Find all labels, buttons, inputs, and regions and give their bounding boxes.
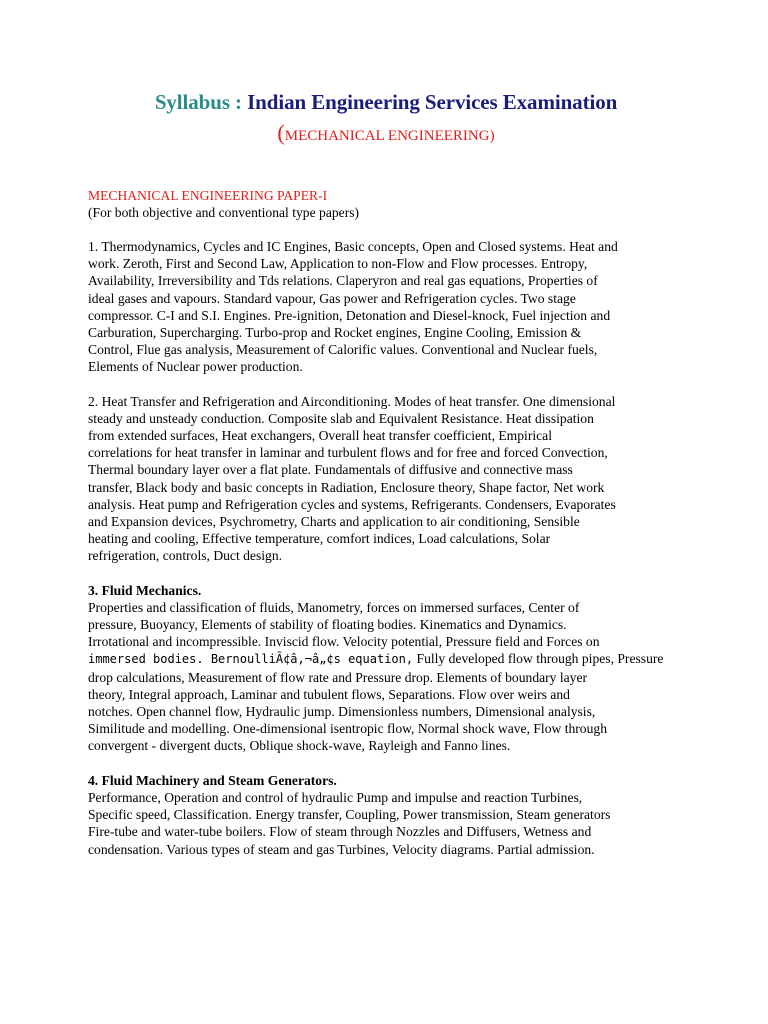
paper-note: (For both objective and conventional type papers) (88, 205, 360, 220)
document-page (0, 88, 768, 1024)
section-heading-fluid-machinery: 4. Fluid Machinery and Steam Generators. (88, 772, 337, 788)
subtitle-close-paren: ) (489, 128, 495, 144)
paper-heading: MECHANICAL ENGINEERING PAPER-I (88, 188, 328, 203)
subtitle-open-paren: ( (277, 120, 285, 145)
fluid-mechanics-garbled-text: immersed bodies. BernoulliÃ¢â‚¬â„¢s equation, (88, 652, 414, 667)
title-main: Indian Engineering Services Examination (247, 90, 618, 114)
document-subtitle (88, 118, 684, 151)
section-body-fluid-mechanics (88, 599, 684, 755)
document-title (88, 88, 684, 116)
title-prefix: Syllabus : (154, 90, 248, 114)
section-body-fluid-machinery: Performance, Operation and control of hydraulic Pump and impulse and reaction Turbines, Specific speed, Classification. Energy transfer, Coupling, Power transmission, Steam generators Fire-tube and water-tube boilers. Flow of steam through Nozzles and Diffusers, Wetness and condensation. Various types of steam and gas Turbines, Velocity diagrams. Partial admission. (88, 789, 611, 857)
fluid-mechanics-text-part1: Properties and classification of fluids, Manometry, forces on immersed surfaces, Center of pressure, Buoyancy, Elements of stability of floating bodies. Kinematics and Dynamics. Irrotational and incompressible. Inviscid flow. Velocity potential, Pressure field and Forces on (88, 599, 600, 650)
subtitle-text: MECHANICAL ENGINEERING (284, 128, 490, 144)
topic-thermodynamics: 1. Thermodynamics, Cycles and IC Engines, Basic concepts, Open and Closed systems. Heat and work. Zeroth, First and Second Law, Application to non-Flow and Flow processes. Entropy, Availability, Irreversibility and Tds relations. Claperyron and real gas equations, Properties of ideal gases and vapours. Standard vapour, Gas power and Refrigeration cycles. Two stage compressor. C-I and S.I. Engines. Pre-ignition, Detonation and Diesel-knock, Fuel injection and Carburation, Supercharging. Turbo-prop and Rocket engines, Engine Cooling, Emission & Control, Flue gas analysis, Measurement of Calorific values. Conventional and Nuclear fuels, Elements of Nuclear power production. (88, 239, 618, 375)
fluid-mechanics-text-part2: Fully developed flow through pipes, Pressure drop calculations, Measurement of flow rate and Pressure drop. Elements of boundary layer theory, Integral approach, Laminar and tubulent flows, Separations. Flow over weirs and notches. Open channel flow, Hydraulic jump. Dimensionless numbers, Dimensional analysis, Similitude and modelling. One-dimensional isentropic flow, Normal shock wave, Flow through convergent - divergent ducts, Oblique shock-wave, Rayleigh and Fanno lines. (88, 651, 664, 754)
topic-heat-transfer: 2. Heat Transfer and Refrigeration and Airconditioning. Modes of heat transfer. One dimensional steady and unsteady conduction. Composite slab and Equivalent Resistance. Heat dissipation from extended surfaces, Heat exchangers, Overall heat transfer coefficient, Empirical correlations for heat transfer in laminar and turbulent flows and for free and forced Convection, Thermal boundary layer over a flat plate. Fundamentals of diffusive and connective mass transfer, Black body and basic concepts in Radiation, Enclosure theory, Shape factor, Net work analysis. Heat pump and Refrigeration cycles and systems, Refrigerants. Condensers, Evaporates and Expansion devices, Psychrometry, Charts and application to air conditioning, Sensible heating and cooling, Effective temperature, comfort indices, Load calculations, Solar refrigeration, controls, Duct design. (88, 393, 616, 564)
section-heading-fluid-mechanics: 3. Fluid Mechanics. (88, 582, 202, 598)
